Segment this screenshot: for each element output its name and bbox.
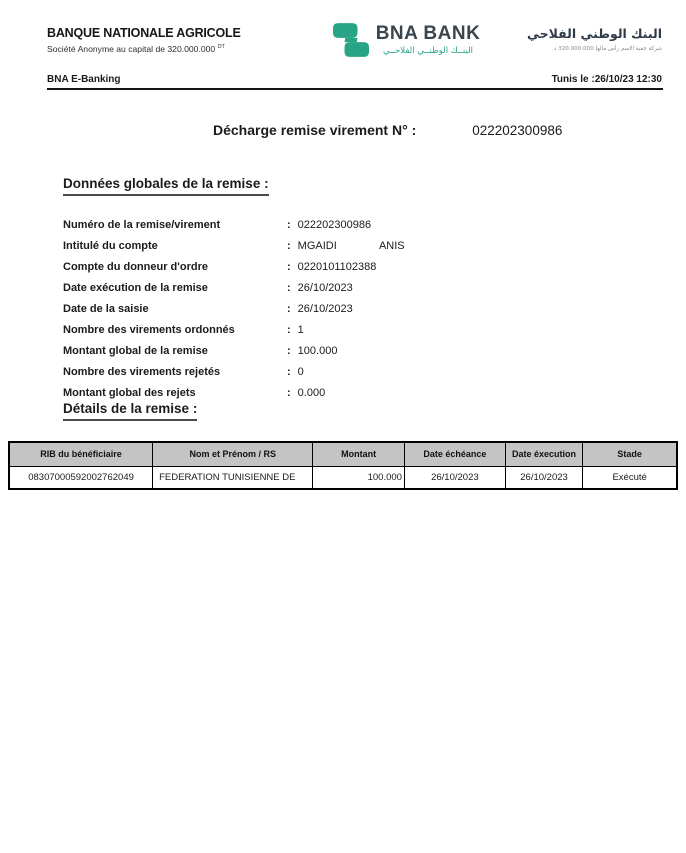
bank-name-fr: BANQUE NATIONALE AGRICOLE [47, 26, 241, 40]
field-label: Nombre des virements ordonnés [63, 323, 235, 336]
field-label: Date de la saisie [63, 302, 149, 315]
bank-identity-ar [527, 22, 662, 52]
document-header [47, 22, 662, 70]
field-row-ordering-account [63, 256, 483, 277]
field-row-account-holder [63, 235, 483, 256]
logo-wordmark [376, 24, 481, 56]
field-separator: : [287, 386, 291, 399]
field-row-ordered-count [63, 319, 483, 340]
document-title-value: 022202300986 [472, 123, 563, 138]
details-section-heading: Détails de la remise : [63, 401, 197, 421]
field-separator: : [287, 323, 291, 336]
field-value: 0.000 [297, 386, 326, 399]
bank-capital-fr: Société Anonyme au capital de 320.000.000 $^{DT}$ [47, 44, 225, 54]
bank-capital-ar: شركة خفية الاسم رأس مالها 320.000.000 د [553, 46, 662, 52]
field-value: 100.000 [297, 344, 338, 357]
cell-exec-date: 26/10/2023 [505, 466, 582, 489]
field-value: 26/10/2023 [297, 302, 353, 315]
field-separator: : [287, 218, 291, 231]
field-label: Date exécution de la remise [63, 281, 208, 294]
field-label: Intitulé du compte [63, 239, 158, 252]
col-header-amount: Montant [313, 442, 405, 466]
field-separator: : [287, 344, 291, 357]
col-header-rib: RIB du bénéficiaire [9, 442, 153, 466]
cell-due-date: 26/10/2023 [404, 466, 505, 489]
field-label: Compte du donneur d'ordre [63, 260, 208, 273]
field-separator: : [287, 365, 291, 378]
document-title-label: Décharge remise virement N° : [213, 122, 417, 138]
col-header-due-date: Date échéance [404, 442, 505, 466]
bank-name-ar: البنك الوطني الفلاحي [527, 26, 662, 41]
table-row [9, 466, 677, 489]
field-label: Montant global des rejets [63, 386, 196, 399]
col-header-exec-date: Date éxecution [505, 442, 582, 466]
table-header-row [9, 442, 677, 466]
field-row-remise-number [63, 214, 483, 235]
field-value: 26/10/2023 [297, 281, 353, 294]
logo-name-ar: البنــك الوطنــي الفلاحــي [382, 46, 473, 56]
field-value: MGAIDI ANIS [297, 239, 405, 252]
logo-name-en: BNA BANK [375, 23, 481, 44]
field-row-execution-date [63, 277, 483, 298]
bank-identity-fr [47, 22, 272, 54]
cell-beneficiary-name: FEDERATION TUNISIENNE DE [153, 466, 313, 489]
document-title [213, 122, 562, 138]
field-row-rejected-count [63, 361, 483, 382]
bna-logo-icon [333, 22, 369, 58]
field-value: 0 [297, 365, 304, 378]
cell-rib: 08307000592002762049 [9, 466, 153, 489]
field-label: Nombre des virements rejetés [63, 365, 221, 378]
cell-amount: 100.000 [313, 466, 405, 489]
subheader [47, 74, 662, 85]
field-row-rejects-amount [63, 382, 483, 403]
field-label: Numéro de la remise/virement [63, 218, 221, 231]
field-separator: : [287, 239, 291, 252]
field-value: 0220101102388 [297, 260, 377, 273]
app-name: BNA E-Banking [47, 74, 121, 85]
place-date: Tunis le :26/10/23 12:30 [551, 74, 662, 85]
bank-logo-block [333, 22, 481, 58]
field-separator: : [287, 281, 291, 294]
field-separator: : [287, 260, 291, 273]
cell-status: Exécuté [583, 466, 677, 489]
col-header-name: Nom et Prénom / RS [153, 442, 313, 466]
field-value: 022202300986 [297, 218, 372, 231]
col-header-status: Stade [583, 442, 677, 466]
header-rule [47, 88, 663, 90]
global-fields-list [63, 214, 483, 403]
field-row-entry-date [63, 298, 483, 319]
field-row-global-amount [63, 340, 483, 361]
capital-currency-sup: DT [217, 44, 225, 51]
global-section-heading: Données globales de la remise : [63, 176, 269, 196]
field-label: Montant global de la remise [63, 344, 208, 357]
field-separator: : [287, 302, 291, 315]
field-value: 1 [297, 323, 304, 336]
remise-details-table [8, 441, 678, 490]
